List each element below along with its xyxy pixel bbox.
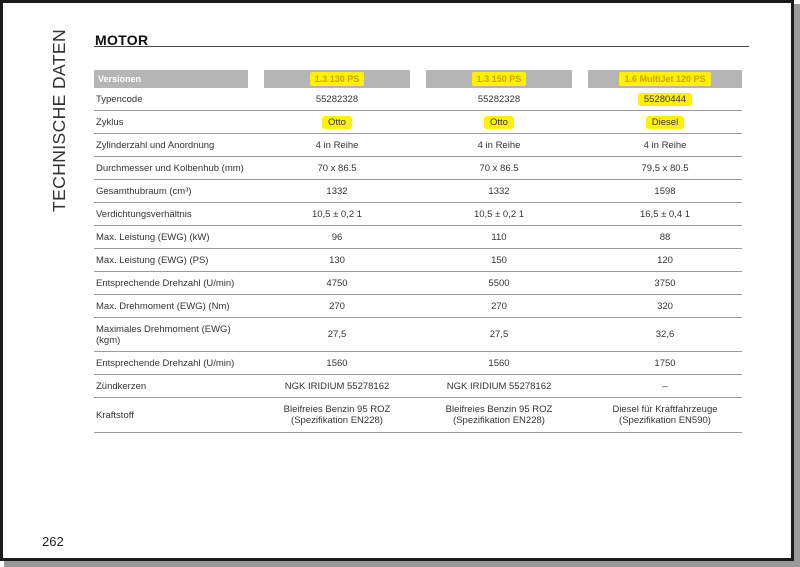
header-version-3: 1.6 MultiJet 120 PS	[588, 70, 742, 88]
cell-value: 270	[426, 295, 572, 318]
cell-value: 32,6	[588, 318, 742, 352]
cell-value: 27,5	[426, 318, 572, 352]
row-label: Maximales Drehmoment (EWG) (kgm)	[94, 318, 248, 352]
table-row	[94, 180, 742, 203]
side-section-label: TECHNISCHE DATEN	[49, 28, 69, 212]
cell-value: 70 x 86.5	[264, 157, 410, 180]
row-label: Zylinderzahl und Anordnung	[94, 134, 248, 157]
table-row	[94, 88, 742, 111]
table-row	[94, 352, 742, 375]
cell-value: 55282328	[426, 88, 572, 111]
row-label: Max. Leistung (EWG) (kW)	[94, 226, 248, 249]
cell-value	[588, 111, 742, 134]
cell-value: 130	[264, 249, 410, 272]
highlight-mark: 55280444	[638, 93, 692, 106]
cell-value: 70 x 86.5	[426, 157, 572, 180]
row-label: Durchmesser und Kolbenhub (mm)	[94, 157, 248, 180]
cell-value: 10,5 ± 0,2 1	[264, 203, 410, 226]
row-label: Typencode	[94, 88, 248, 111]
table-row	[94, 249, 742, 272]
header-version-2: 1.3 150 PS	[426, 70, 572, 88]
cell-value: 150	[426, 249, 572, 272]
row-label: Entsprechende Drehzahl (U/min)	[94, 272, 248, 295]
cell-value	[426, 111, 572, 134]
table-row	[94, 375, 742, 398]
cell-value	[588, 88, 742, 111]
cell-value: NGK IRIDIUM 55278162	[264, 375, 410, 398]
row-label: Zyklus	[94, 111, 248, 134]
table-row	[94, 398, 742, 433]
cell-value: 16,5 ± 0,4 1	[588, 203, 742, 226]
table-row	[94, 318, 742, 352]
table-row	[94, 111, 742, 134]
cell-value: 120	[588, 249, 742, 272]
highlight-mark: Diesel	[646, 116, 684, 129]
row-label: Kraftstoff	[94, 398, 248, 433]
table-row	[94, 226, 742, 249]
cell-value: 1560	[426, 352, 572, 375]
cell-value: 1332	[426, 180, 572, 203]
cell-value: Bleifreies Benzin 95 ROZ (Spezifikation EN228)	[264, 398, 410, 433]
row-label: Max. Drehmoment (EWG) (Nm)	[94, 295, 248, 318]
cell-value: NGK IRIDIUM 55278162	[426, 375, 572, 398]
table-row	[94, 203, 742, 226]
header-versions: Versionen	[94, 70, 248, 88]
cell-value: 10,5 ± 0,2 1	[426, 203, 572, 226]
row-label: Zündkerzen	[94, 375, 248, 398]
cell-value: 1598	[588, 180, 742, 203]
table-header-row	[94, 70, 742, 88]
page-shadow-right	[794, 4, 800, 567]
row-label: Entsprechende Drehzahl (U/min)	[94, 352, 248, 375]
cell-value	[264, 111, 410, 134]
cell-value: 1560	[264, 352, 410, 375]
table-row	[94, 272, 742, 295]
cell-value: 320	[588, 295, 742, 318]
table-row	[94, 134, 742, 157]
cell-value: 55282328	[264, 88, 410, 111]
cell-value: 3750	[588, 272, 742, 295]
cell-value: 5500	[426, 272, 572, 295]
row-label: Gesamthubraum (cm³)	[94, 180, 248, 203]
cell-value: 1750	[588, 352, 742, 375]
cell-value: 1332	[264, 180, 410, 203]
page-shadow-bottom	[4, 561, 800, 567]
highlight-mark: Otto	[322, 116, 352, 129]
cell-value: Diesel für Kraftfahrzeuge (Spezifikation EN590)	[588, 398, 742, 433]
table-row	[94, 157, 742, 180]
cell-value: 270	[264, 295, 410, 318]
cell-value: 79,5 x 80.5	[588, 157, 742, 180]
row-label: Max. Leistung (EWG) (PS)	[94, 249, 248, 272]
cell-value: –	[588, 375, 742, 398]
cell-value: 96	[264, 226, 410, 249]
table-row	[94, 295, 742, 318]
page-number: 262	[42, 534, 64, 549]
highlight-mark: Otto	[484, 116, 514, 129]
cell-value: 4 in Reihe	[426, 134, 572, 157]
cell-value: 4750	[264, 272, 410, 295]
engine-spec-table	[94, 70, 742, 433]
section-divider	[94, 46, 749, 47]
row-label: Verdichtungsverhältnis	[94, 203, 248, 226]
cell-value: 110	[426, 226, 572, 249]
cell-value: 27,5	[264, 318, 410, 352]
cell-value: Bleifreies Benzin 95 ROZ (Spezifikation EN228)	[426, 398, 572, 433]
header-version-1: 1.3 130 PS	[264, 70, 410, 88]
section-title: MOTOR	[95, 32, 149, 48]
cell-value: 4 in Reihe	[264, 134, 410, 157]
cell-value: 88	[588, 226, 742, 249]
cell-value: 4 in Reihe	[588, 134, 742, 157]
